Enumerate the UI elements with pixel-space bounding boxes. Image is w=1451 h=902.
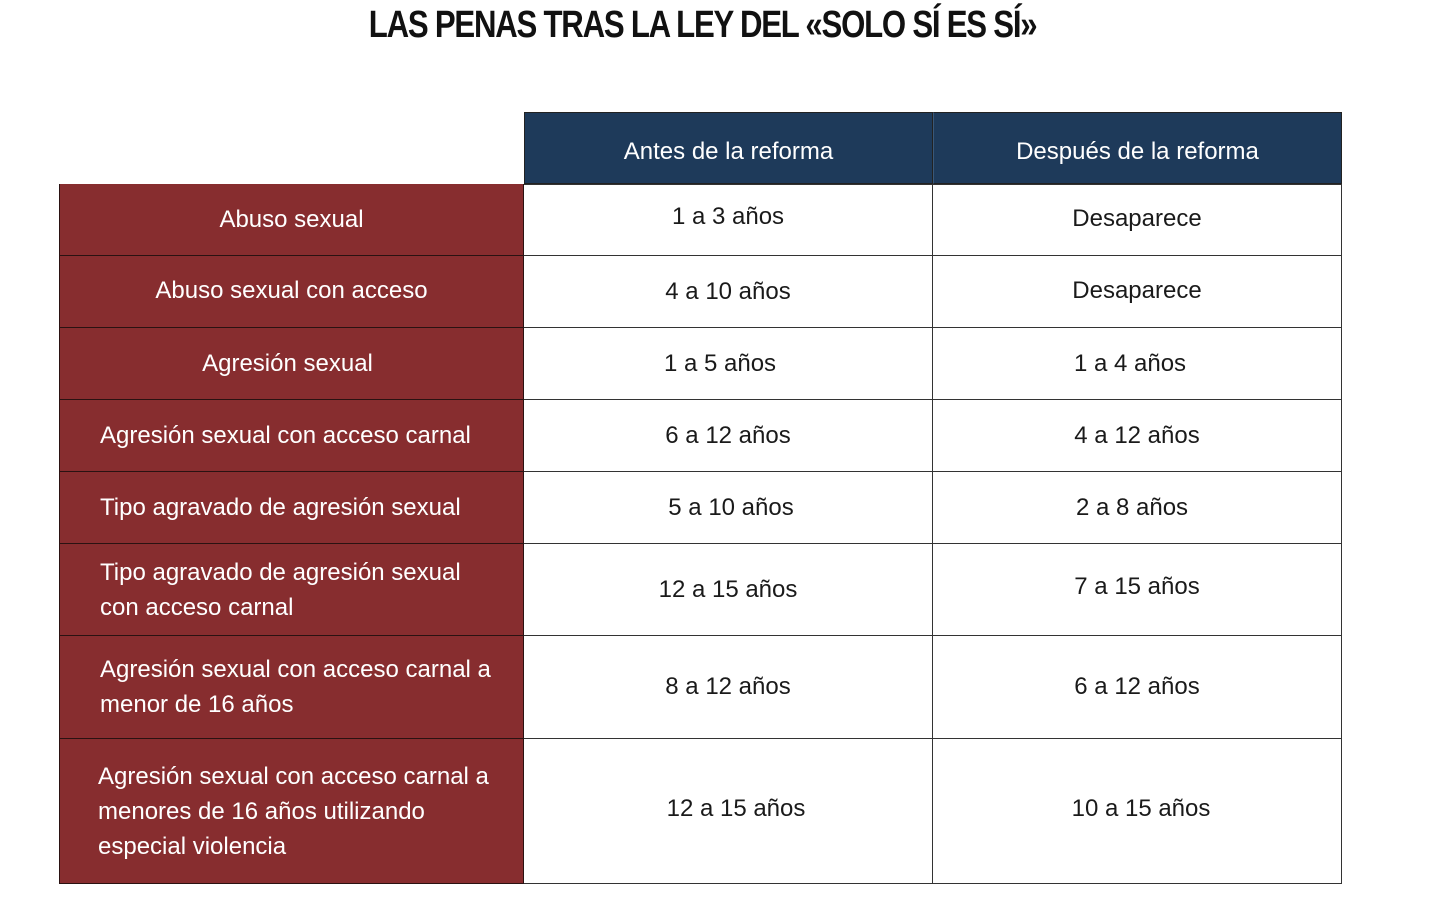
row-label: Tipo agravado de agresión sexual (59, 472, 524, 544)
column-header-antes: Antes de la reforma (524, 112, 933, 184)
cell-antes: 4 a 10 años (524, 256, 933, 328)
table-row (59, 256, 1342, 328)
table-row (59, 636, 1342, 739)
cell-antes: 12 a 15 años (524, 544, 933, 636)
cell-antes: 1 a 3 años (524, 184, 933, 256)
table-row (59, 544, 1342, 636)
cell-antes: 5 a 10 años (524, 472, 933, 544)
row-label: Agresión sexual con acceso carnal a menores de 16 años utilizando especial violencia (59, 739, 524, 884)
cell-despues: 2 a 8 años (933, 472, 1342, 544)
table-row (59, 400, 1342, 472)
table-row (59, 184, 1342, 256)
row-label: Agresión sexual con acceso carnal a menor de 16 años (59, 636, 524, 739)
cell-despues: 6 a 12 años (933, 636, 1342, 739)
cell-despues: 1 a 4 años (933, 328, 1342, 400)
cell-antes: 6 a 12 años (524, 400, 933, 472)
table-row (59, 328, 1342, 400)
cell-antes: 8 a 12 años (524, 636, 933, 739)
cell-despues: 4 a 12 años (933, 400, 1342, 472)
table-body (59, 184, 1342, 884)
cell-despues: Desaparece (933, 256, 1342, 328)
cell-antes: 12 a 15 años (524, 739, 933, 884)
cell-despues: Desaparece (933, 184, 1342, 256)
cell-antes: 1 a 5 años (524, 328, 933, 400)
table-row (59, 472, 1342, 544)
row-label: Abuso sexual (59, 184, 524, 256)
row-label: Agresión sexual con acceso carnal (59, 400, 524, 472)
chart-title: LAS PENAS TRAS LA LEY DEL «SOLO SÍ ES SÍ» (368, 4, 1037, 46)
table-row (59, 739, 1342, 884)
row-label: Tipo agravado de agresión sexual con acceso carnal (59, 544, 524, 636)
table-header (524, 112, 1342, 184)
row-label: Agresión sexual (59, 328, 524, 400)
cell-despues: 7 a 15 años (933, 544, 1342, 636)
column-header-despues: Después de la reforma (933, 112, 1342, 184)
row-label: Abuso sexual con acceso (59, 256, 524, 328)
cell-despues: 10 a 15 años (933, 739, 1342, 884)
